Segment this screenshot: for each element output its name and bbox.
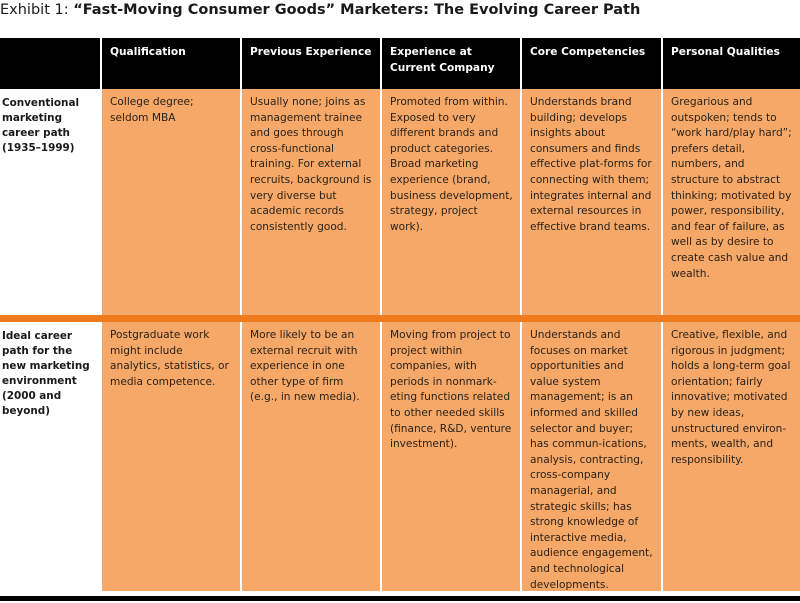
cell-conventional-core-competencies: Understands brand building; develops insights about consumers and finds effective plat-forms for connecting with them; integrates internal and external resources in effective brand teams. — [520, 89, 661, 315]
row-label-ideal: Ideal career path for the new marketing environment (2000 and beyond) — [0, 322, 100, 591]
header-personal-qualities: Personal Qualities — [661, 38, 800, 89]
cell-conventional-personal-qualities: Gregarious and outspoken; tends to “work hard/play hard”; prefers detail, numbers, and structure to abstract thinking; motivated by power, responsibility, and fear of failure, as well as by desire to create cash value and wealth. — [661, 89, 800, 315]
header-previous-experience: Previous Experience — [240, 38, 380, 89]
cell-ideal-qualification: Postgraduate work might include analytics, statistics, or media competence. — [100, 322, 240, 591]
cell-ideal-previous-experience: More likely to be an external recruit with experience in one other type of firm (e.g., in new media). — [240, 322, 380, 591]
header-qualification: Qualification — [100, 38, 240, 89]
exhibit-label: Exhibit 1: — [0, 2, 74, 18]
career-path-table — [0, 38, 800, 591]
exhibit-heading: “Fast-Moving Consumer Goods” Marketers: The Evolving Career Path — [73, 2, 641, 18]
row-divider — [0, 315, 800, 322]
bottom-rule — [0, 596, 800, 601]
cell-ideal-personal-qualities: Creative, flexible, and rigorous in judgment; holds a long-term goal orientation; fairly innovative; motivated by new ideas, unstructured environ-ments, wealth, and responsibility. — [661, 322, 800, 591]
header-core-competencies: Core Competencies — [520, 38, 661, 89]
cell-conventional-current-company: Promoted from within. Exposed to very different brands and product categories. Broad marketing experience (brand, business development, strategy, project work). — [380, 89, 520, 315]
cell-conventional-qualification: College degree; seldom MBA — [100, 89, 240, 315]
exhibit-title — [0, 0, 640, 22]
cell-conventional-previous-experience: Usually none; joins as management trainee and goes through cross-functional training. For external recruits, background is very diverse but academic records consistently good. — [240, 89, 380, 315]
header-corner — [0, 38, 100, 89]
header-experience-current-company: Experience at Current Company — [380, 38, 520, 89]
cell-ideal-core-competencies: Understands and focuses on market opportunities and value system management; is an informed and skilled selector and buyer; has commun-ications, analysis, contracting, cross-company managerial, and strategic skills; has strong knowledge of interactive media, audience engagement, and technological developments. — [520, 322, 661, 591]
row-label-conventional: Conventional marketing career path (1935–1999) — [0, 89, 100, 315]
cell-ideal-current-company: Moving from project to project within companies, with periods in nonmark-eting functions related to other needed skills (finance, R&D, venture investment). — [380, 322, 520, 591]
